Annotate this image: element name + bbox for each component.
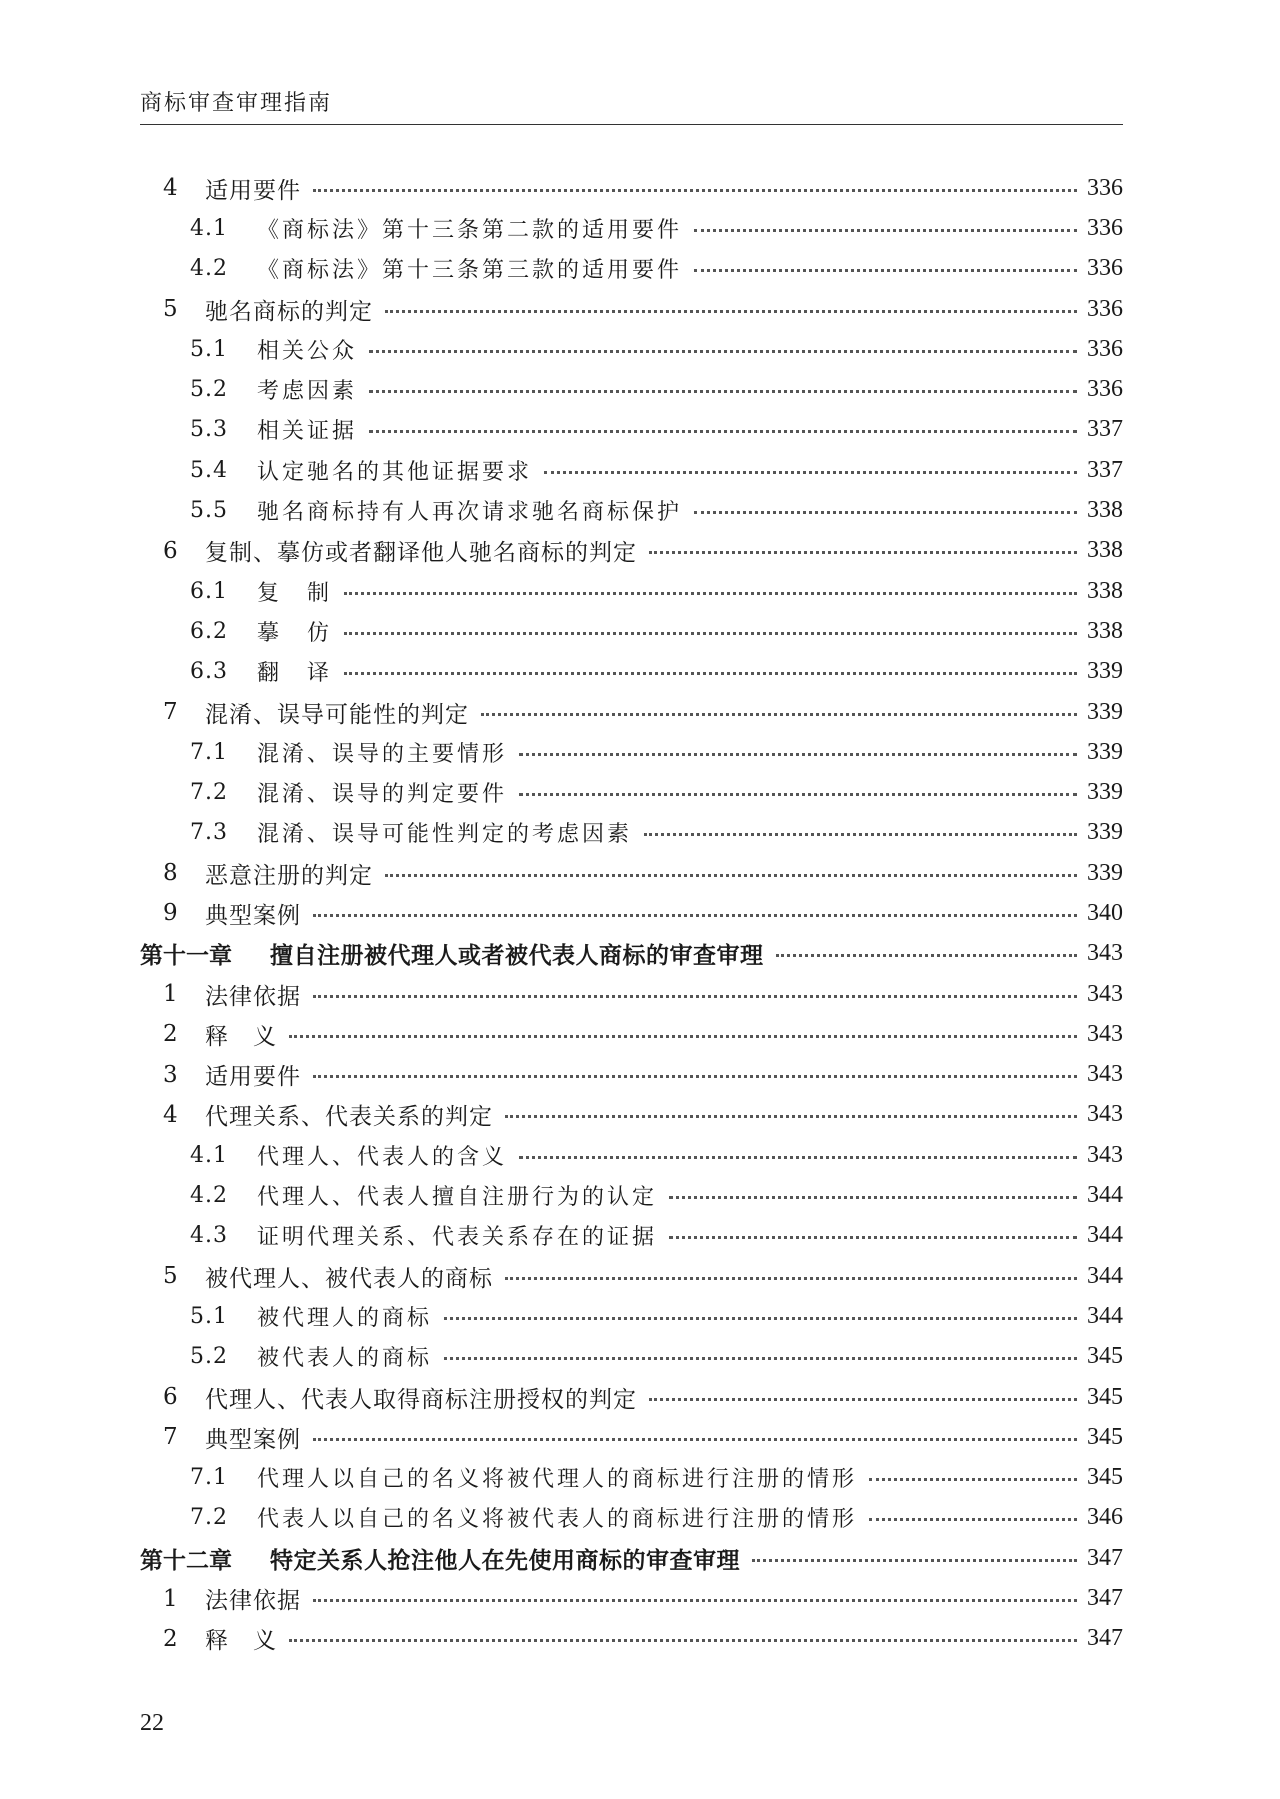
toc-entry[interactable] [140,1458,1123,1498]
toc-entry-title: 法律依据 [205,983,301,1010]
toc-entry-page: 336 [1087,214,1123,241]
toc-entry-page: 336 [1087,335,1123,362]
dot-leader [289,1035,1077,1038]
toc-entry-number: 7 [163,1424,178,1451]
toc-entry-number: 5.1 [190,1303,228,1329]
toc-entry-title: 特定关系人抢注他人在先使用商标的审查审理 [270,1547,740,1574]
toc-entry[interactable] [140,1014,1123,1054]
toc-entry-title: 认定驰名的其他证据要求 [257,459,533,485]
toc-entry-page: 347 [1087,1544,1123,1571]
toc-entry-page: 337 [1087,416,1123,443]
toc-entry[interactable] [140,329,1123,369]
dot-leader [752,1559,1077,1562]
toc-entry-title: 复 制 [257,580,333,606]
toc-entry-title: 证明代理关系、代表关系存在的证据 [257,1225,658,1251]
toc-entry[interactable] [140,652,1123,692]
toc-entry-title: 被代表人的商标 [257,1346,433,1372]
toc-entry-page: 339 [1087,779,1123,806]
dot-leader [289,1639,1077,1642]
toc-entry[interactable] [140,1578,1123,1618]
toc-entry-title: 法律依据 [205,1588,301,1615]
toc-entry-page: 343 [1087,1141,1123,1168]
toc-entry[interactable] [140,1417,1123,1457]
toc-entry-page: 339 [1087,658,1123,685]
dot-leader [369,390,1077,393]
toc-entry[interactable] [140,732,1123,772]
toc-entry-page: 344 [1087,1262,1123,1289]
toc-entry-title: 代理人、代表人擅自注册行为的认定 [257,1185,658,1211]
toc-entry-title: 被代理人的商标 [257,1305,433,1331]
toc-entry-number: 5.2 [190,377,228,403]
dot-leader [519,753,1077,756]
dot-leader [369,350,1077,353]
dot-leader [481,713,1077,716]
toc-entry-page: 346 [1087,1504,1123,1531]
dot-leader [385,874,1077,877]
dot-leader [519,1156,1077,1159]
toc-entry-number: 7.2 [190,780,228,806]
dot-leader [505,1277,1077,1280]
dot-leader [649,551,1077,554]
toc-entry-title: 混淆、误导可能性判定的考虑因素 [257,822,633,848]
dot-leader [313,1599,1077,1602]
toc-entry-number: 4.2 [190,1183,228,1209]
toc-entry-title: 被代理人、被代表人的商标 [205,1265,493,1292]
toc-entry-title: 相关证据 [257,419,358,445]
toc-entry-number: 第十一章 [140,943,232,970]
toc-chapter-entry[interactable] [140,1538,1123,1578]
toc-entry-title: 驰名商标持有人再次请求驰名商标保护 [257,500,683,526]
toc-entry-number: 5 [163,1263,178,1290]
toc-entry-number: 6 [163,1384,178,1411]
toc-chapter-entry[interactable] [140,934,1123,974]
toc-entry-page: 338 [1087,617,1123,644]
dot-leader [644,833,1077,836]
toc-entry[interactable] [140,772,1123,812]
dot-leader [669,1196,1077,1199]
toc-entry[interactable] [140,813,1123,853]
toc-entry-number: 4 [163,1101,178,1128]
toc-entry-number: 6.3 [190,659,228,685]
toc-entry-page: 345 [1087,1464,1123,1491]
toc-entry-page: 338 [1087,537,1123,564]
toc-entry-title: 混淆、误导的判定要件 [257,782,508,808]
toc-entry-page: 336 [1087,295,1123,322]
toc-entry-title: 混淆、误导的主要情形 [257,741,508,767]
toc-entry-title: 相关公众 [257,338,358,364]
toc-entry[interactable] [140,490,1123,530]
toc-entry-title: 适用要件 [205,177,301,204]
toc-entry[interactable] [140,1055,1123,1095]
toc-entry-number: 7.1 [190,739,228,765]
toc-entry-page: 343 [1087,1061,1123,1088]
toc-entry[interactable] [140,168,1123,208]
dot-leader [444,1317,1077,1320]
toc-entry-number: 7.2 [190,1505,228,1531]
toc-entry[interactable] [140,1216,1123,1256]
dot-leader [669,1236,1077,1239]
toc-entry-page: 343 [1087,940,1123,967]
toc-entry-page: 343 [1087,1101,1123,1128]
toc-entry-title: 《商标法》第十三条第二款的适用要件 [257,217,683,243]
toc-entry-page: 343 [1087,1020,1123,1047]
toc-entry-title: 擅自注册被代理人或者被代表人商标的审查审理 [270,943,764,970]
dot-leader [649,1398,1077,1401]
toc-entry-title: 适用要件 [205,1064,301,1091]
toc-entry-title: 代理人、代表人取得商标注册授权的判定 [205,1386,637,1413]
dot-leader [369,430,1077,433]
toc-entry-page: 336 [1087,174,1123,201]
toc-entry-page: 336 [1087,376,1123,403]
page-number: 22 [140,1710,164,1736]
toc-entry-title: 复制、摹仿或者翻译他人驰名商标的判定 [205,540,637,567]
toc-entry-page: 338 [1087,497,1123,524]
toc-entry-page: 345 [1087,1423,1123,1450]
toc-entry-title: 翻 译 [257,661,333,687]
toc-entry[interactable] [140,531,1123,571]
dot-leader [505,1115,1077,1118]
dot-leader [385,310,1077,313]
toc-entry-number: 4.3 [190,1223,228,1249]
toc-entry-number: 第十二章 [140,1547,232,1574]
toc-entry-number: 3 [163,1061,178,1088]
toc-entry[interactable] [140,1175,1123,1215]
toc-entry-number: 5 [163,296,178,323]
toc-entry[interactable] [140,369,1123,409]
toc-entry-number: 6.2 [190,618,228,644]
dot-leader [694,511,1077,514]
toc-entry-page: 345 [1087,1343,1123,1370]
dot-leader [344,592,1077,595]
dot-leader [313,1438,1077,1441]
toc-entry-page: 344 [1087,1182,1123,1209]
toc-entry-title: 代表人以自己的名义将被代表人的商标进行注册的情形 [257,1507,858,1533]
toc-entry[interactable] [140,571,1123,611]
dot-leader [519,793,1077,796]
dot-leader [869,1518,1077,1521]
dot-leader [444,1357,1077,1360]
table-of-contents [140,168,1123,1659]
toc-entry-page: 344 [1087,1222,1123,1249]
toc-entry[interactable] [140,692,1123,732]
toc-entry-number: 1 [163,1585,178,1612]
toc-entry-page: 347 [1087,1625,1123,1652]
toc-entry-title: 典型案例 [205,902,301,929]
toc-entry-number: 4 [163,175,178,202]
toc-entry-page: 340 [1087,899,1123,926]
dot-leader [313,995,1077,998]
toc-entry-number: 4.1 [190,215,228,241]
toc-entry[interactable] [140,450,1123,490]
toc-entry-number: 7.3 [190,820,228,846]
toc-entry-page: 339 [1087,819,1123,846]
toc-entry-title: 混淆、误导可能性的判定 [205,701,469,728]
toc-entry-number: 5.4 [190,457,228,483]
toc-entry-number: 5.3 [190,417,228,443]
toc-entry-number: 4.2 [190,256,228,282]
toc-entry-title: 代理人以自己的名义将被代理人的商标进行注册的情形 [257,1467,858,1493]
toc-entry-page: 347 [1087,1585,1123,1612]
toc-entry[interactable] [140,1296,1123,1336]
toc-entry[interactable] [140,1337,1123,1377]
running-header-title: 商标审查审理指南 [140,91,333,116]
header-divider [140,124,1123,125]
toc-entry-number: 9 [163,900,178,927]
dot-leader [694,269,1077,272]
toc-entry[interactable] [140,1377,1123,1417]
toc-entry-page: 344 [1087,1302,1123,1329]
toc-entry-number: 2 [163,1625,178,1652]
toc-entry-number: 7 [163,699,178,725]
toc-entry-number: 7.1 [190,1465,228,1491]
dot-leader [344,672,1077,675]
toc-entry[interactable] [140,1135,1123,1175]
toc-entry[interactable] [140,410,1123,450]
toc-entry-title: 代理人、代表人的含义 [257,1144,508,1170]
toc-entry-title: 恶意注册的判定 [205,862,373,889]
dot-leader [544,471,1077,474]
dot-leader [313,189,1077,192]
toc-entry[interactable] [140,611,1123,651]
toc-entry-page: 337 [1087,456,1123,483]
toc-entry-number: 8 [163,860,178,887]
toc-entry-page: 339 [1087,698,1123,725]
toc-entry-number: 6 [163,537,178,564]
toc-entry-number: 2 [163,1021,178,1048]
toc-entry-number: 4.1 [190,1142,228,1168]
toc-entry[interactable] [140,208,1123,248]
toc-entry[interactable] [140,289,1123,329]
toc-entry-title: 驰名商标的判定 [205,298,373,325]
dot-leader [694,229,1077,232]
dot-leader [344,632,1077,635]
toc-entry-title: 《商标法》第十三条第三款的适用要件 [257,258,683,284]
toc-entry-title: 释 义 [205,1628,277,1655]
toc-entry-page: 339 [1087,859,1123,886]
toc-entry-page: 338 [1087,577,1123,604]
toc-entry-number: 5.2 [190,1344,228,1370]
toc-entry[interactable] [140,974,1123,1014]
toc-entry-title: 摹 仿 [257,620,333,646]
toc-entry-title: 典型案例 [205,1426,301,1453]
toc-entry[interactable] [140,1498,1123,1538]
toc-entry-number: 5.1 [190,336,228,362]
toc-entry[interactable] [140,1095,1123,1135]
toc-entry[interactable] [140,1619,1123,1659]
dot-leader [313,914,1077,917]
toc-entry-page: 339 [1087,738,1123,765]
toc-entry-page: 343 [1087,980,1123,1007]
toc-entry-page: 336 [1087,255,1123,282]
toc-entry-number: 5.5 [190,498,228,524]
dot-leader [776,954,1078,957]
toc-entry[interactable] [140,853,1123,893]
dot-leader [869,1478,1077,1481]
toc-entry-number: 6.1 [190,578,228,604]
toc-entry[interactable] [140,1256,1123,1296]
toc-entry[interactable] [140,249,1123,289]
toc-entry-page: 345 [1087,1383,1123,1410]
toc-entry[interactable] [140,893,1123,933]
toc-entry-title: 考虑因素 [257,379,358,405]
toc-entry-number: 1 [163,981,178,1008]
toc-entry-title: 释 义 [205,1023,277,1050]
toc-entry-title: 代理关系、代表关系的判定 [205,1104,493,1131]
dot-leader [313,1075,1077,1078]
